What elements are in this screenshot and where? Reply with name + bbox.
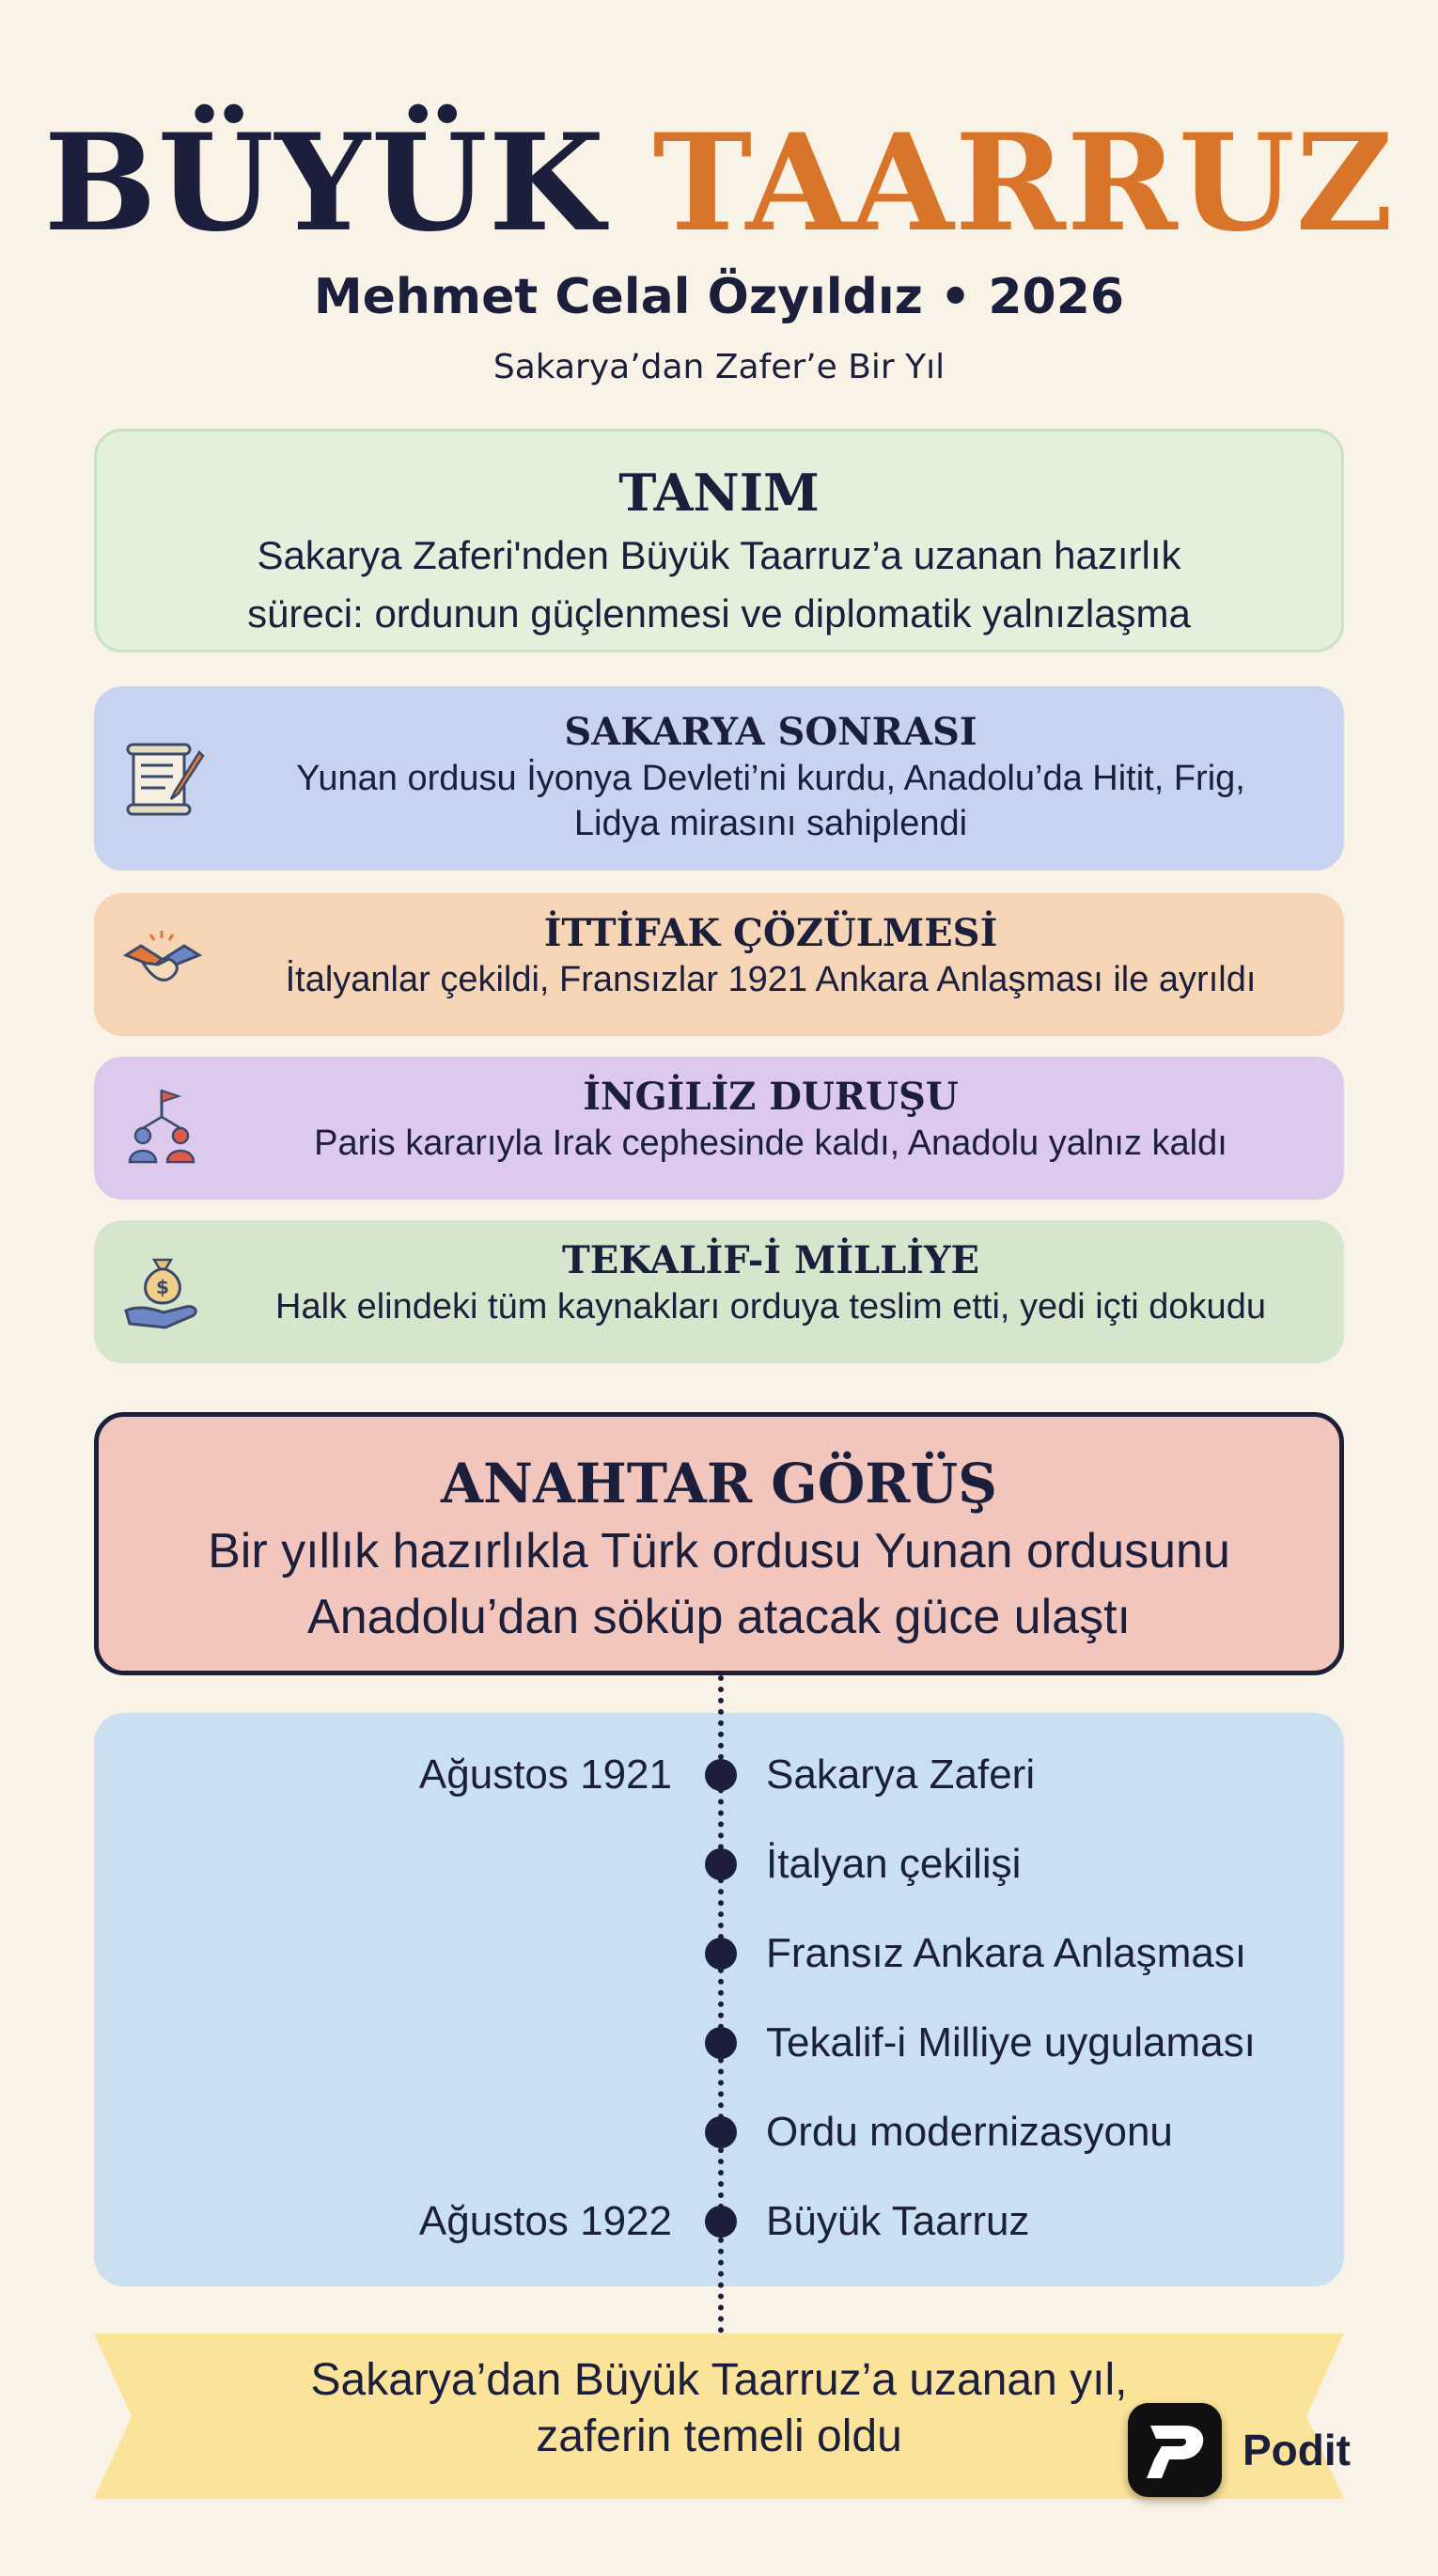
timeline-dot xyxy=(705,2116,737,2148)
key-insight-card xyxy=(94,1412,1344,1675)
definition-heading: TANIM xyxy=(618,463,820,523)
timeline-dot xyxy=(705,2027,737,2059)
title-word-1: BÜYÜK xyxy=(43,105,606,261)
section-line-1: Yunan ordusu İyonya Devleti’ni kurdu, Anadolu’da Hitit, Frig, xyxy=(296,759,1245,798)
timeline-item xyxy=(0,1836,1438,1893)
brand-name: Podit xyxy=(1243,2426,1351,2474)
money-bag-hand-icon xyxy=(120,1249,205,1333)
summary-text xyxy=(188,2352,1250,2465)
timeline-event: Ordu modernizasyonu xyxy=(766,2109,1173,2155)
section-line-1: Paris kararıyla Irak cephesinde kaldı, Anadolu yalnız kaldı xyxy=(314,1123,1227,1163)
scroll-quill-icon xyxy=(120,735,205,820)
timeline-date: Ağustos 1921 xyxy=(418,1751,672,1798)
section-ittifak-cozulmesi xyxy=(94,893,1344,1036)
section-line-2: Lidya mirasını sahiplendi xyxy=(573,804,968,843)
timeline-item xyxy=(0,1925,1438,1982)
section-heading: SAKARYA SONRASI xyxy=(564,710,977,754)
section-line-1: Halk elindeki tüm kaynakları orduya teslim etti, yedi içti dokudu xyxy=(275,1287,1266,1327)
definition-line-1: Sakarya Zaferi'nden Büyük Taarruz’a uzanan hazırlık xyxy=(257,533,1181,577)
section-sakarya-sonrasi xyxy=(94,686,1344,871)
key-insight-line-1: Bir yıllık hazırlıkla Türk ordusu Yunan ordusunu xyxy=(208,1524,1230,1579)
section-heading: İTTİFAK ÇÖZÜLMESİ xyxy=(543,911,998,955)
podit-logo-icon xyxy=(1128,2403,1222,2497)
timeline-event: Fransız Ankara Anlaşması xyxy=(766,1930,1247,1976)
definition-line-2: süreci: ordunun güçlenmesi ve diplomatik yalnızlaşma xyxy=(247,591,1191,636)
svg-text:$: $ xyxy=(156,1276,169,1298)
timeline-event: Sakarya Zaferi xyxy=(766,1751,1036,1798)
timeline-item xyxy=(0,2104,1438,2160)
section-tekalif-i-milliye xyxy=(94,1220,1344,1363)
timeline-dot xyxy=(705,1938,737,1970)
timeline-event: Tekalif-i Milliye uygulaması xyxy=(766,2019,1256,2066)
timeline-item xyxy=(0,2015,1438,2071)
people-flag-icon xyxy=(120,1085,205,1170)
section-ingiliz-durusu xyxy=(94,1057,1344,1200)
key-insight-heading: ANAHTAR GÖRÜŞ xyxy=(441,1452,997,1516)
key-insight-line-2: Anadolu’dan söküp atacak güce ulaştı xyxy=(307,1590,1131,1644)
timeline-date: Ağustos 1922 xyxy=(418,2198,672,2244)
timeline-dot xyxy=(705,1759,737,1791)
section-heading: TEKALİF-İ MİLLİYE xyxy=(561,1238,980,1282)
section-heading: İNGİLİZ DURUŞU xyxy=(583,1075,959,1119)
summary-line-1: Sakarya’dan Büyük Taarruz’a uzanan yıl, xyxy=(310,2355,1128,2405)
main-title xyxy=(0,105,1438,261)
handshake-icon xyxy=(120,921,205,1006)
timeline-dot xyxy=(705,1848,737,1880)
definition-card xyxy=(94,429,1344,652)
tagline: Sakarya’dan Zafer’e Bir Yıl xyxy=(492,348,946,386)
timeline-dot xyxy=(705,2206,737,2238)
title-word-2: TAARRUZ xyxy=(652,105,1395,261)
timeline-item xyxy=(0,1747,1438,1803)
timeline-event: İtalyan çekilişi xyxy=(766,1841,1022,1887)
timeline-event: Büyük Taarruz xyxy=(766,2198,1030,2244)
author-line: Mehmet Celal Özyıldız • 2026 xyxy=(313,269,1125,325)
section-line-1: İtalyanlar çekildi, Fransızlar 1921 Ankara Anlaşması ile ayrıldı xyxy=(285,960,1257,999)
timeline-item xyxy=(0,2193,1438,2250)
summary-line-2: zaferin temeli oldu xyxy=(536,2411,902,2461)
